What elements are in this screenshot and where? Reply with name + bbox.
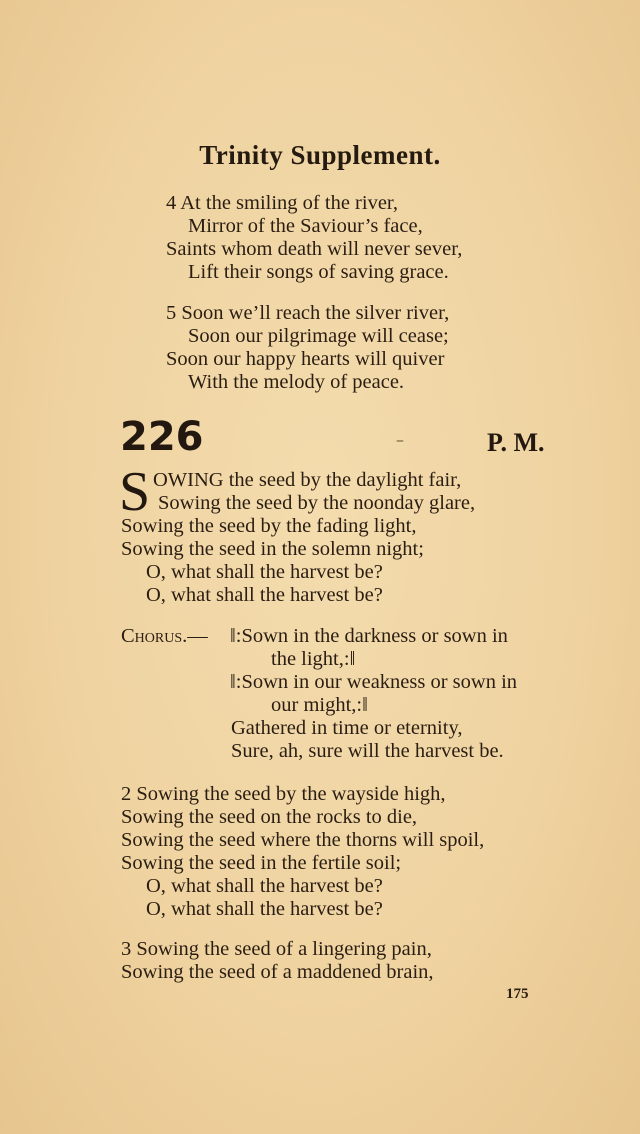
prev-stanza-4-line-3: Saints whom death will never sever, (166, 238, 463, 260)
verse-2-line-2: Sowing the seed on the rocks to die, (121, 806, 418, 828)
verse-1-line-5: O, what shall the harvest be? (146, 561, 383, 583)
verse-1-line-1: OWING the seed by the daylight fair, (153, 469, 462, 491)
prev-stanza-4-line-1: 4 At the smiling of the river, (166, 192, 399, 214)
chorus-line-2: the light,:‖ (271, 648, 356, 670)
prev-stanza-5-line-3: Soon our happy hearts will quiver (166, 348, 445, 370)
chorus-label: Chorus.— (121, 625, 208, 647)
chorus-line-4: our might,:‖ (271, 694, 368, 716)
chorus-line-3: ‖:Sown in our weakness or sown in (230, 671, 518, 693)
verse-1-line-4: Sowing the seed in the solemn night; (121, 538, 424, 560)
page-header: Trinity Supplement. (199, 140, 441, 170)
chorus-line-6: Sure, ah, sure will the harvest be. (231, 740, 504, 762)
prev-stanza-5-line-2: Soon our pilgrimage will cease; (188, 325, 449, 347)
verse-1-line-6: O, what shall the harvest be? (146, 584, 383, 606)
verse-2-line-3: Sowing the seed where the thorns will spoil, (121, 829, 485, 851)
verse-3-line-1: 3 Sowing the seed of a lingering pain, (121, 938, 432, 960)
prev-stanza-5-line-4: With the melody of peace. (188, 371, 405, 393)
verse-2-line-4: Sowing the seed in the fertile soil; (121, 852, 402, 874)
drop-cap: S (119, 461, 151, 523)
verse-3-line-2: Sowing the seed of a maddened brain, (121, 961, 434, 983)
verse-1-line-3: Sowing the seed by the fading light, (121, 515, 417, 537)
page-number: 175 (506, 986, 529, 1002)
prev-stanza-4-line-4: Lift their songs of saving grace. (188, 261, 449, 283)
verse-2-line-6: O, what shall the harvest be? (146, 898, 383, 920)
ornament-dash: – (396, 430, 404, 449)
prev-stanza-4-line-2: Mirror of the Saviour’s face, (188, 215, 423, 237)
chorus-line-1: ‖:Sown in the darkness or sown in (230, 625, 508, 647)
verse-2-line-1: 2 Sowing the seed by the wayside high, (121, 783, 446, 805)
prev-stanza-5-line-1: 5 Soon we’ll reach the silver river, (166, 302, 450, 324)
verse-1-line-2: Sowing the seed by the noonday glare, (158, 492, 476, 514)
hymn-number: 226 (120, 414, 204, 460)
chorus-line-5: Gathered in time or eternity, (231, 717, 463, 739)
hymn-meter: P. M. (487, 428, 545, 457)
verse-2-line-5: O, what shall the harvest be? (146, 875, 383, 897)
